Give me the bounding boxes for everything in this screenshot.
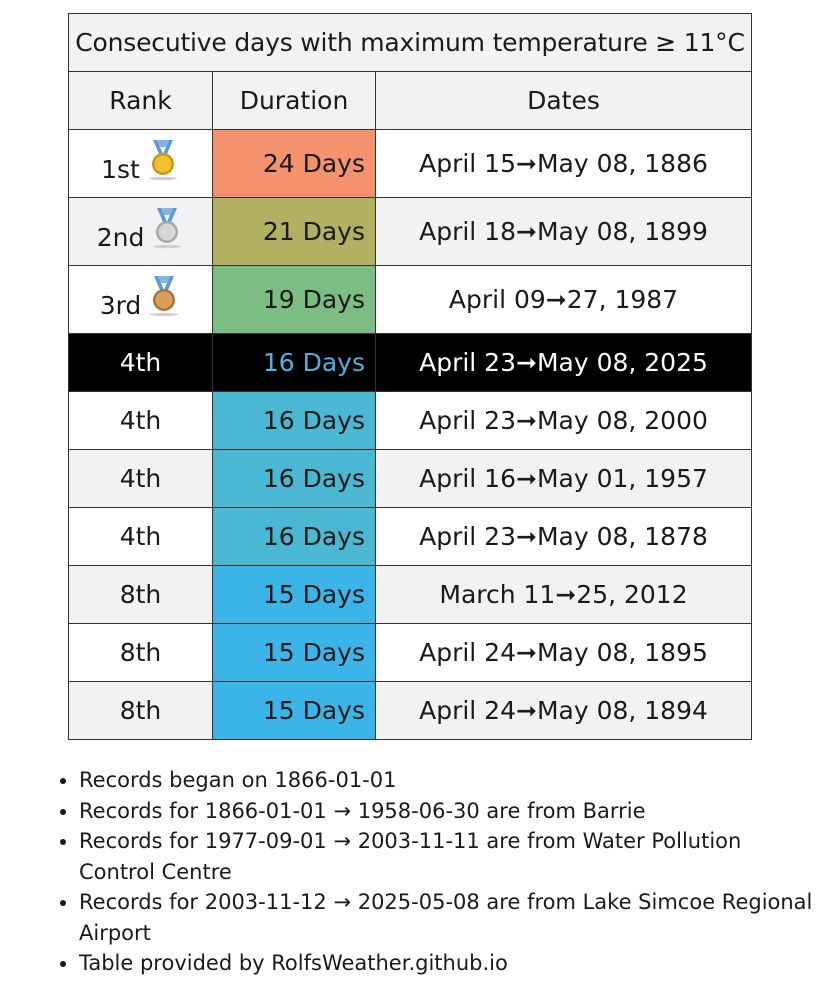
duration-cell: 16 Days: [213, 450, 376, 508]
duration-cell: 21 Days: [213, 198, 376, 266]
rank-label: 4th: [119, 464, 162, 493]
records-table-container: [68, 13, 751, 740]
duration-cell: 16 Days: [213, 508, 376, 566]
rank-label: 8th: [119, 696, 162, 725]
rank-label: 3rd: [99, 291, 142, 320]
column-header-rank: Rank: [69, 72, 213, 130]
dates-cell: April 23➞May 08, 2000: [376, 392, 752, 450]
note-item: • Records for 1866-01-01 → 1958-06-30 are from Barrie: [79, 796, 819, 827]
rank-cell: [69, 198, 213, 266]
rank-cell: [69, 508, 213, 566]
column-header-dates: Dates: [376, 72, 752, 130]
rank-label: 1st: [101, 155, 140, 184]
rank-cell: [69, 682, 213, 740]
table-header-row: [69, 72, 752, 130]
rank-cell: [69, 450, 213, 508]
silver-medal-icon: [150, 207, 184, 249]
dates-cell: April 24➞May 08, 1894: [376, 682, 752, 740]
duration-cell: 16 Days: [213, 334, 376, 392]
column-header-duration: Duration: [213, 72, 376, 130]
dates-cell: April 23➞May 08, 2025: [376, 334, 752, 392]
rank-cell: [69, 266, 213, 334]
table-title-row: [69, 14, 752, 72]
rank-cell: [69, 334, 213, 392]
table-row: [69, 508, 752, 566]
table-row: [69, 624, 752, 682]
table-row: [69, 450, 752, 508]
table-row: [69, 392, 752, 450]
gold-medal-icon: [146, 139, 180, 181]
note-item: • Records for 1977-09-01 → 2003-11-11 are from Water Pollution Control Centre: [79, 826, 819, 887]
bronze-medal-icon: [147, 275, 181, 317]
rank-cell: [69, 130, 213, 198]
duration-cell: 16 Days: [213, 392, 376, 450]
table-row: [69, 682, 752, 740]
dates-cell: April 18➞May 08, 1899: [376, 198, 752, 266]
note-item: • Records for 2003-11-12 → 2025-05-08 are from Lake Simcoe Regional Airport: [79, 887, 819, 948]
rank-cell: [69, 392, 213, 450]
table-row: [69, 198, 752, 266]
dates-cell: April 16➞May 01, 1957: [376, 450, 752, 508]
duration-cell: 15 Days: [213, 682, 376, 740]
table-row: [69, 130, 752, 198]
duration-cell: 15 Days: [213, 624, 376, 682]
dates-cell: April 23➞May 08, 1878: [376, 508, 752, 566]
duration-cell: 24 Days: [213, 130, 376, 198]
rank-label: 2nd: [96, 223, 145, 252]
rank-label: 8th: [119, 638, 162, 667]
dates-cell: April 15➞May 08, 1886: [376, 130, 752, 198]
rank-cell: [69, 624, 213, 682]
rank-cell: [69, 566, 213, 624]
note-item: • Records began on 1866-01-01: [79, 765, 819, 796]
duration-cell: 15 Days: [213, 566, 376, 624]
table-body: [69, 130, 752, 740]
table-row: [69, 266, 752, 334]
note-item: • Table provided by RolfsWeather.github.io: [79, 948, 819, 979]
duration-cell: 19 Days: [213, 266, 376, 334]
records-table: [68, 13, 752, 740]
dates-cell: April 24➞May 08, 1895: [376, 624, 752, 682]
table-row-current: [69, 334, 752, 392]
rank-label: 4th: [119, 406, 162, 435]
table-title: Consecutive days with maximum temperature ≥ 11°C: [69, 14, 752, 72]
rank-label: 4th: [119, 348, 162, 377]
rank-label: 4th: [119, 522, 162, 551]
notes-list: [56, 765, 819, 979]
dates-cell: March 11➞25, 2012: [376, 566, 752, 624]
table-row: [69, 566, 752, 624]
dates-cell: April 09➞27, 1987: [376, 266, 752, 334]
rank-label: 8th: [119, 580, 162, 609]
